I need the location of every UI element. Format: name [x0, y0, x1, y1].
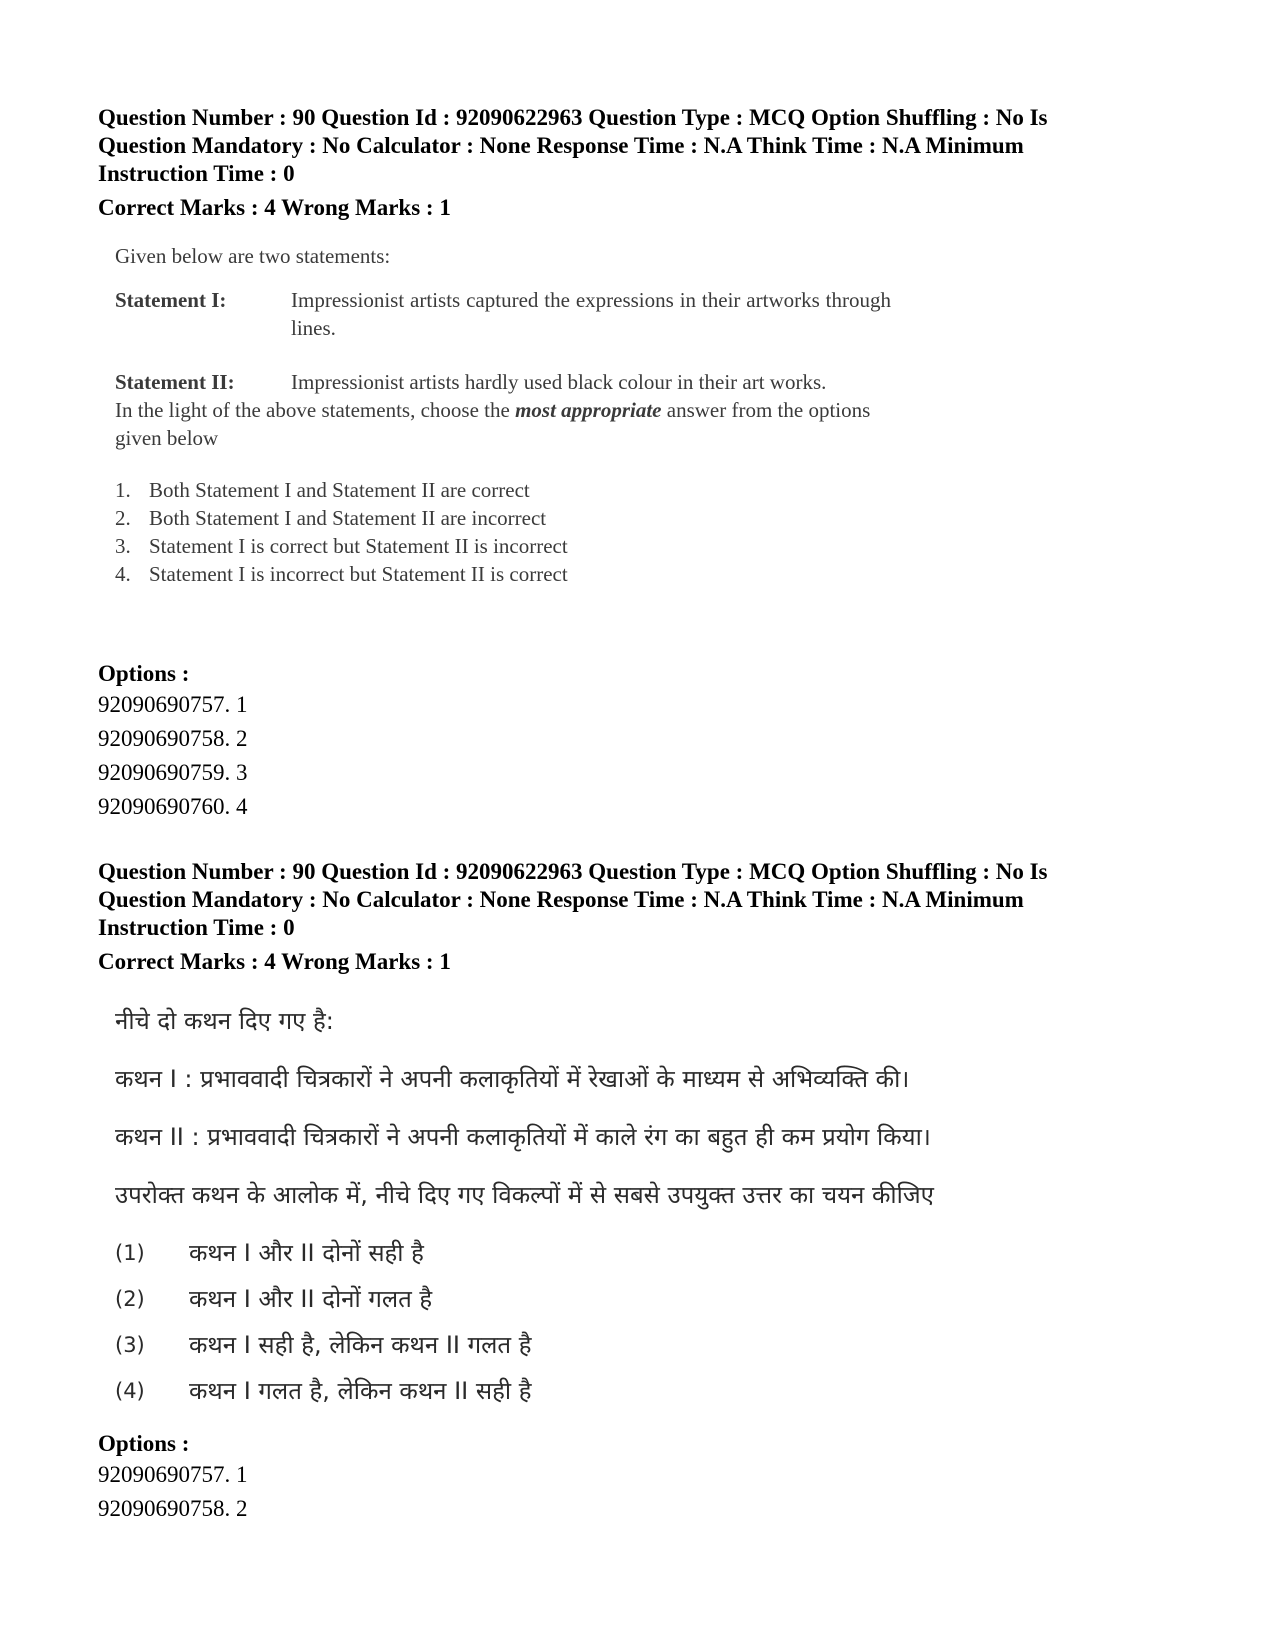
answer-choice-list — [115, 476, 891, 588]
options-heading: Options : — [98, 1431, 190, 1456]
question-2-body — [115, 1006, 934, 1414]
option-id-line: 92090690757. 1 — [98, 692, 248, 717]
question-meta-line: Instruction Time : 0 — [98, 161, 295, 186]
answer-choice: (4) कथन I गलत है, लेकिन कथन II सही है — [115, 1377, 532, 1405]
answer-choice: 1. Both Statement I and Statement II are correct — [115, 478, 530, 502]
question-1-header — [98, 104, 1178, 222]
question-instruction: In the light of the above statements, choose the most appropriate answer from the options given below — [115, 398, 871, 450]
statement-text: Impressionist artists captured the expressions in their artworks through lines. — [291, 288, 891, 340]
question-meta-line: Instruction Time : 0 — [98, 915, 295, 940]
options-heading: Options : — [98, 661, 190, 686]
option-id-line: 92090690759. 3 — [98, 760, 248, 785]
question-intro: नीचे दो कथन दिए गए है: — [115, 1007, 334, 1035]
answer-choice: (2) कथन I और II दोनों गलत है — [115, 1285, 433, 1313]
answer-choice: 3. Statement I is correct but Statement II is incorrect — [115, 534, 568, 558]
options-section-1 — [98, 660, 1178, 824]
statement-1 — [115, 286, 891, 342]
question-2-header — [98, 858, 1178, 976]
statement-2 — [115, 368, 891, 396]
statement-text: Impressionist artists hardly used black colour in their art works. — [291, 370, 827, 394]
question-1-body — [115, 242, 891, 588]
statement-2: कथन II : प्रभाववादी चित्रकारों ने अपनी कलाकृतियों में काले रंग का बहुत ही कम प्रयोग किया। — [115, 1123, 931, 1151]
answer-choice: 2. Both Statement I and Statement II are incorrect — [115, 506, 547, 530]
option-id-line: 92090690760. 4 — [98, 794, 248, 819]
question-meta-line: Question Mandatory : No Calculator : None Response Time : N.A Think Time : N.A Minimum — [98, 887, 1024, 912]
answer-choice-list — [115, 1230, 934, 1414]
option-id-line: 92090690758. 2 — [98, 726, 248, 751]
options-section-2 — [98, 1430, 1178, 1526]
question-instruction: उपरोक्त कथन के आलोक में, नीचे दिए गए विकल्पों में से सबसे उपयुक्त उत्तर का चयन कीजिए — [115, 1181, 934, 1209]
question-meta-line: Question Number : 90 Question Id : 92090622963 Question Type : MCQ Option Shuffling : No Is — [98, 105, 1048, 130]
statement-label: Statement I: — [115, 288, 227, 312]
statement-1: कथन I : प्रभाववादी चित्रकारों ने अपनी कलाकृतियों में रेखाओं के माध्यम से अभिव्यक्ति की। — [115, 1065, 910, 1093]
question-meta-line: Question Mandatory : No Calculator : None Response Time : N.A Think Time : N.A Minimum — [98, 133, 1024, 158]
option-id-line: 92090690757. 1 — [98, 1462, 248, 1487]
answer-choice: (3) कथन I सही है, लेकिन कथन II गलत है — [115, 1331, 532, 1359]
marks-line: Correct Marks : 4 Wrong Marks : 1 — [98, 949, 451, 974]
question-intro: Given below are two statements: — [115, 244, 391, 268]
marks-line: Correct Marks : 4 Wrong Marks : 1 — [98, 195, 451, 220]
statement-label: Statement II: — [115, 370, 235, 394]
answer-choice: (1) कथन I और II दोनों सही है — [115, 1239, 424, 1267]
answer-choice: 4. Statement I is incorrect but Statement II is correct — [115, 562, 568, 586]
emphasis-text: most appropriate — [515, 398, 662, 422]
option-id-line: 92090690758. 2 — [98, 1496, 248, 1521]
question-meta-line: Question Number : 90 Question Id : 92090622963 Question Type : MCQ Option Shuffling : No Is — [98, 859, 1048, 884]
